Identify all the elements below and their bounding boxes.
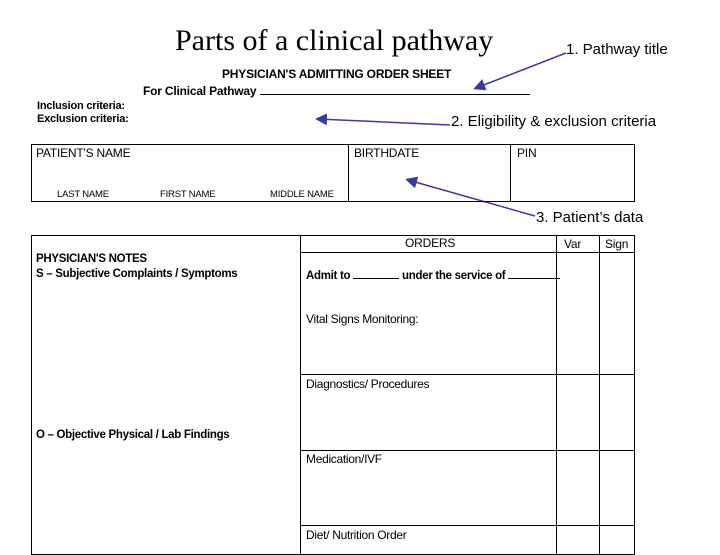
pathway-title-line: [143, 83, 530, 98]
slide-title: Parts of a clinical pathway: [175, 24, 494, 57]
notes-orders-divider: [300, 235, 301, 555]
medication-label: Medication/IVF: [306, 452, 382, 466]
admit-line: [306, 268, 560, 282]
physician-notes-title: PHYSICIAN'S NOTES: [36, 253, 147, 265]
admit-service-label: under the service of: [402, 270, 506, 282]
diet-label: Diet/ Nutrition Order: [306, 528, 407, 542]
diagnostics-label: Diagnostics/ Procedures: [306, 377, 430, 391]
orders-row-rule-3: [300, 525, 635, 526]
var-header: Var: [564, 237, 582, 251]
orders-row-rule-1: [300, 374, 635, 375]
callout-pathway-title: 1. Pathway title: [566, 41, 668, 58]
admit-service-blank[interactable]: [508, 268, 560, 279]
birthdate-label: BIRTHDATE: [354, 146, 420, 160]
pathway-title-blank[interactable]: [260, 83, 530, 95]
exclusion-criteria-label: Exclusion criteria:: [37, 113, 129, 125]
orders-header: ORDERS: [405, 236, 456, 250]
orders-row-rule-2: [300, 450, 635, 451]
middle-name-label: MIDDLE NAME: [270, 189, 334, 200]
callout-patient-data: 3. Patient’s data: [536, 209, 644, 226]
sheet-title: PHYSICIAN'S ADMITTING ORDER SHEET: [222, 67, 452, 81]
patient-divider-2: [510, 144, 511, 202]
objective-label: O – Objective Physical / Lab Findings: [36, 429, 230, 441]
var-sign-divider: [599, 235, 600, 555]
sign-header: Sign: [605, 237, 629, 251]
vital-signs-label: Vital Signs Monitoring:: [306, 312, 419, 326]
patient-divider-1: [348, 144, 349, 202]
admit-prefix: Admit to: [306, 270, 351, 282]
orders-header-rule: [300, 252, 635, 253]
inclusion-criteria-label: Inclusion criteria:: [37, 100, 125, 112]
arrow-eligibility: [318, 119, 450, 125]
last-name-label: LAST NAME: [57, 189, 109, 200]
admit-ward-blank[interactable]: [353, 268, 399, 279]
for-pathway-label: For Clinical Pathway: [143, 84, 257, 98]
subjective-label: S – Subjective Complaints / Symptoms: [36, 268, 238, 280]
patient-name-header: PATIENT'S NAME: [36, 146, 131, 160]
callout-eligibility: 2. Eligibility & exclusion criteria: [451, 113, 657, 130]
first-name-label: FIRST NAME: [160, 189, 216, 200]
orders-table: [31, 235, 635, 555]
pin-label: PIN: [517, 146, 537, 160]
orders-var-divider: [556, 235, 557, 555]
